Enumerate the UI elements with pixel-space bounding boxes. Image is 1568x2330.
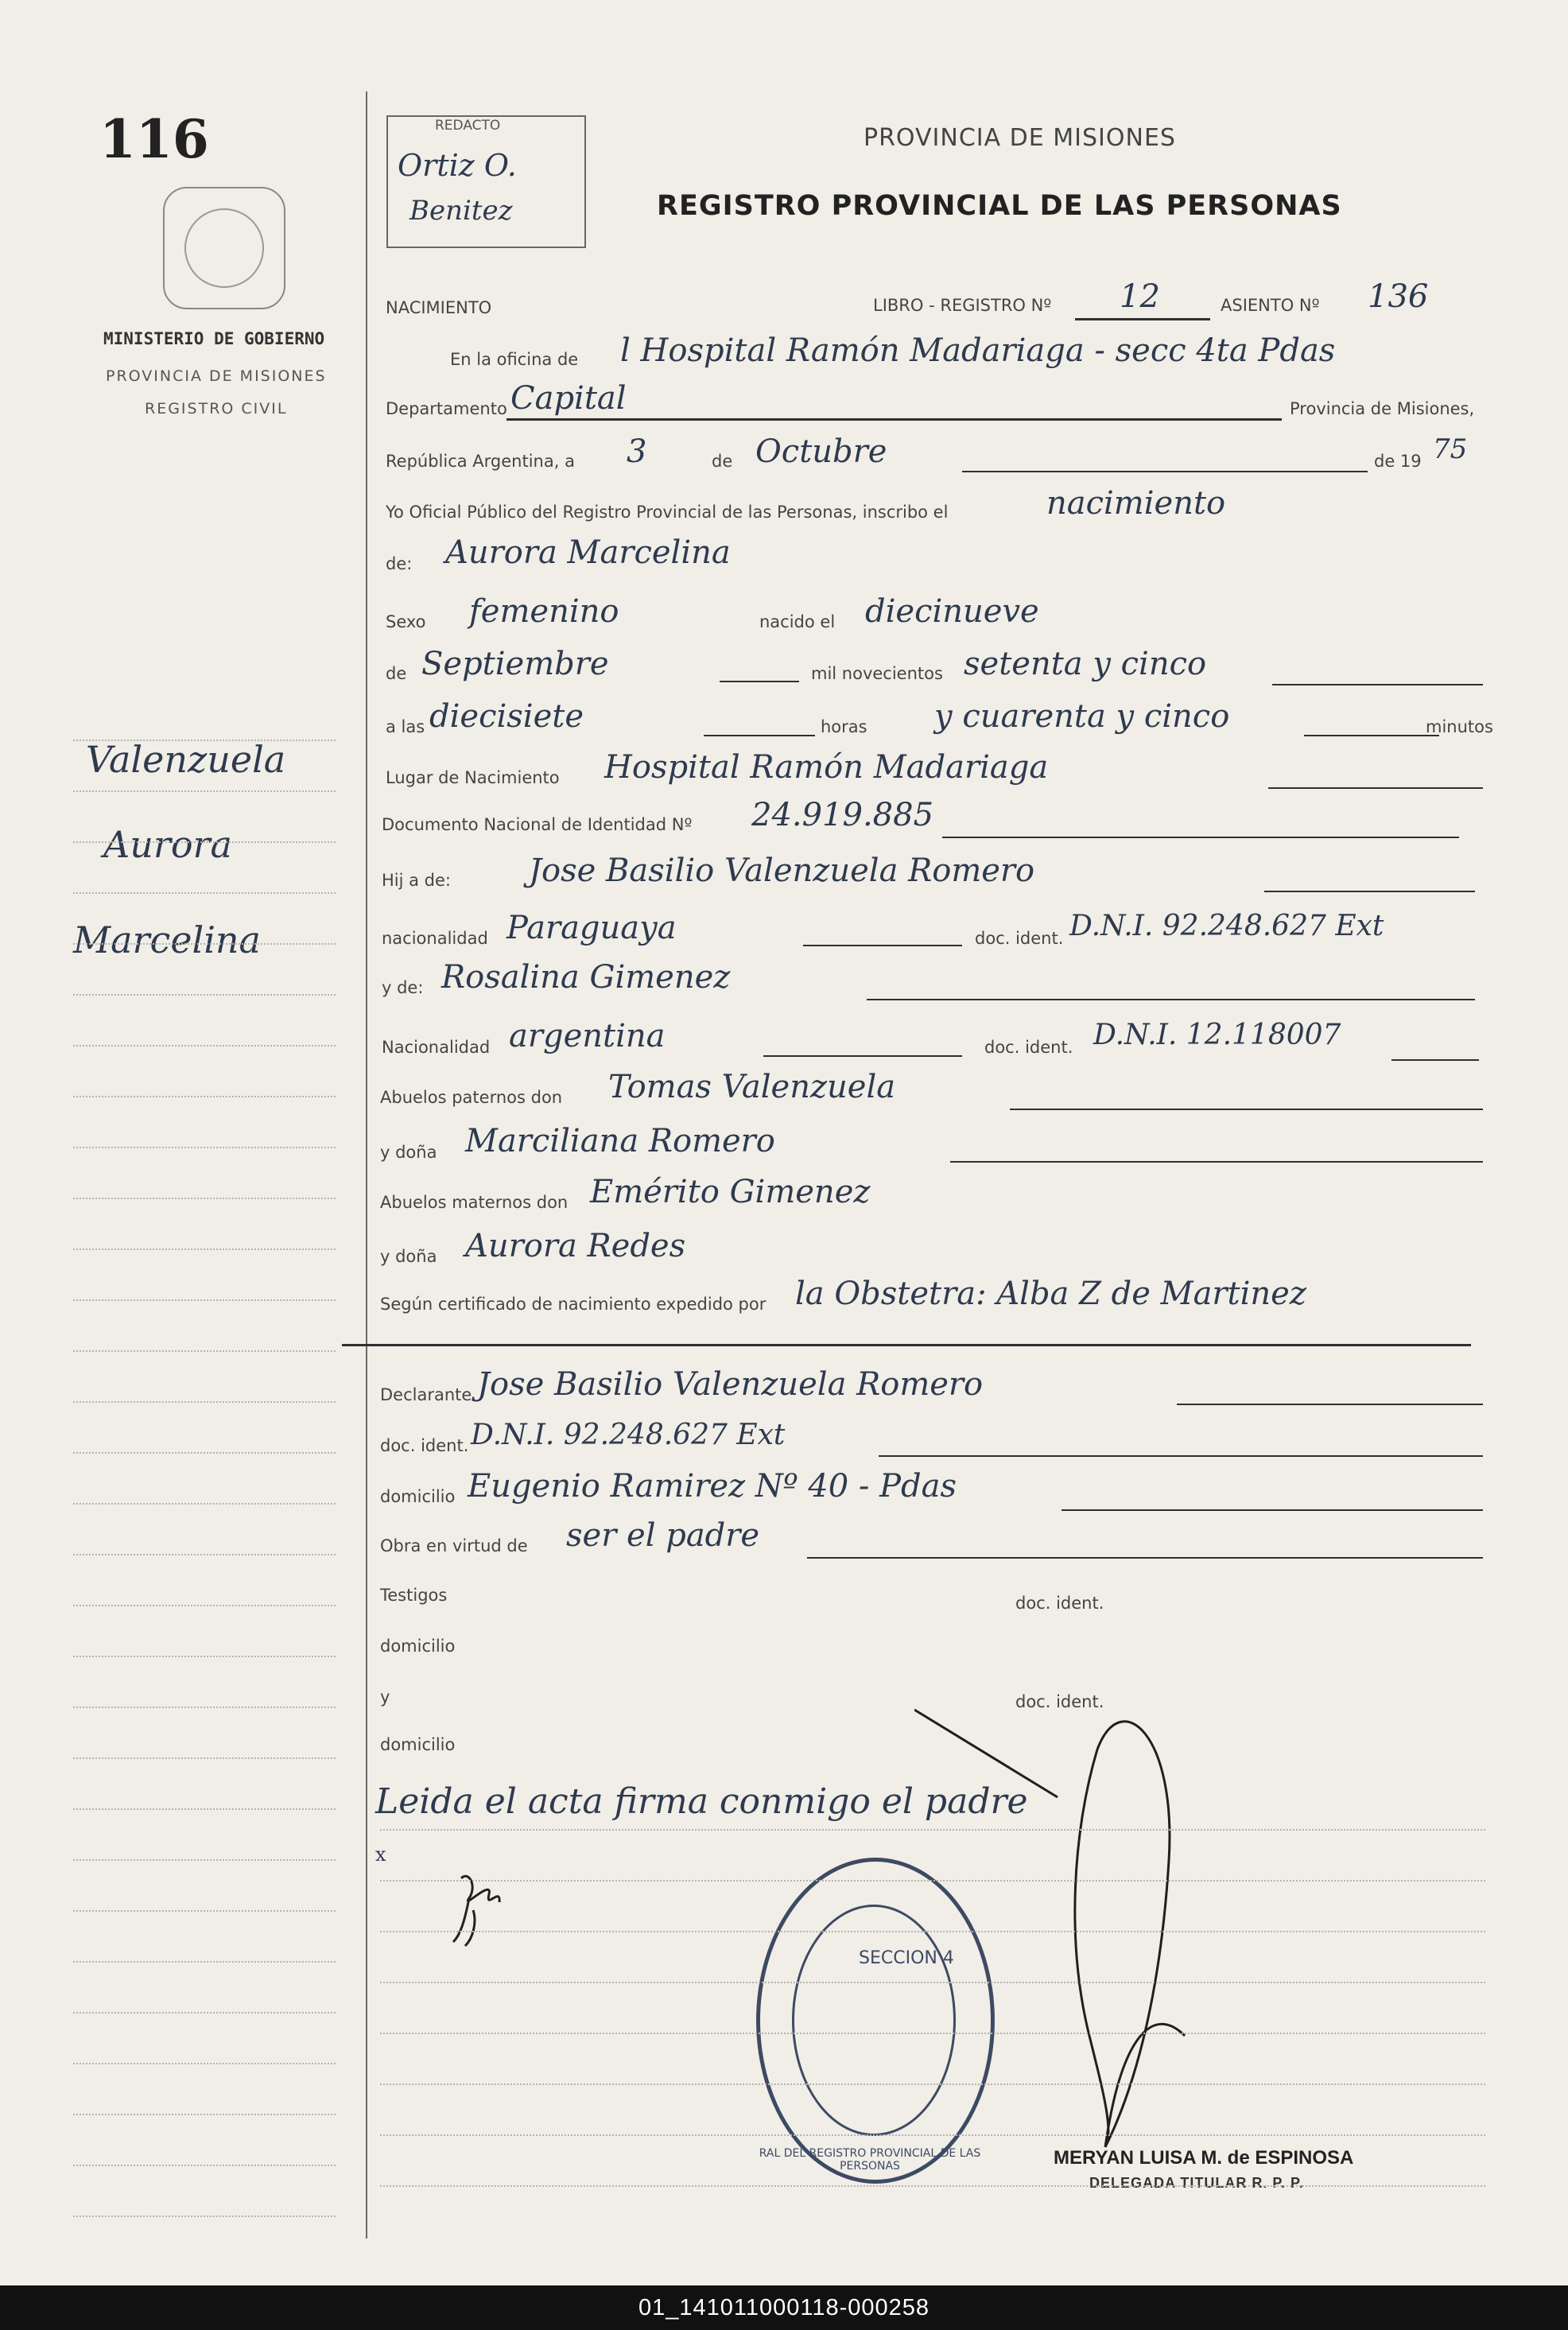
margin-rule <box>73 1045 336 1047</box>
margin-rule <box>73 2165 336 2166</box>
nacionalidad-label: nacionalidad <box>382 929 488 948</box>
doc-ident-label: doc. ident. <box>975 929 1064 948</box>
leida-value: Leida el acta firma conmigo el padre <box>375 1781 1028 1822</box>
margin-rule <box>73 892 336 894</box>
republica-label: República Argentina, a <box>386 452 575 471</box>
doc-decl-line <box>879 1455 1483 1457</box>
declarante-value: Jose Basilio Valenzuela Romero <box>477 1366 984 1403</box>
margin-rule <box>73 1147 336 1148</box>
folio-number: 116 <box>99 108 209 170</box>
asiento-label: ASIENTO Nº <box>1221 296 1320 315</box>
body-rule <box>380 1829 1485 1831</box>
body-rule <box>380 2185 1485 2187</box>
abuelos-mat-label: Abuelos maternos don <box>380 1193 569 1212</box>
mes-line <box>962 471 1368 472</box>
body-rule <box>380 2033 1485 2034</box>
ministry-office: REGISTRO CIVIL <box>145 400 288 417</box>
alas-label: a las <box>386 717 425 736</box>
de2-label: de: <box>386 554 413 573</box>
margin-rule <box>73 1605 336 1606</box>
nacido-label: nacido el <box>759 612 836 631</box>
official-title: DELEGADA TITULAR R. P. P. <box>1089 2175 1304 2191</box>
minutos-label: minutos <box>1426 717 1493 736</box>
nac-padre-line <box>803 945 962 946</box>
body-rule <box>380 1982 1485 1983</box>
official-name: MERYAN LUISA M. de ESPINOSA <box>1054 2147 1354 2169</box>
obra-label: Obra en virtud de <box>380 1536 528 1555</box>
margin-rule <box>73 943 336 945</box>
departamento-label: Departamento <box>386 399 507 418</box>
x-mark: x <box>375 1843 386 1866</box>
horas-line <box>704 735 815 736</box>
footer-id: 01_141011000118-000258 <box>638 2295 930 2320</box>
margin-rule <box>73 1961 336 1963</box>
anio-nac-value: setenta y cinco <box>964 646 1207 682</box>
mes-nac-value: Septiembre <box>421 646 609 682</box>
ydona-label-2: y doña <box>380 1247 437 1266</box>
minutos-value: y cuarenta y cinco <box>934 698 1230 735</box>
margin-divider <box>366 91 367 2239</box>
nacionalidad2-label: Nacionalidad <box>382 1038 491 1057</box>
margin-rule <box>73 1503 336 1505</box>
padre-value: Jose Basilio Valenzuela Romero <box>529 852 1035 889</box>
anio-nac-line <box>1272 684 1483 685</box>
testigos-label: Testigos <box>380 1586 448 1605</box>
official-signature-icon <box>914 1702 1248 2163</box>
redacto-label: REDACTO <box>430 118 505 134</box>
nombre-value: Aurora Marcelina <box>445 534 731 571</box>
dni-value: 24.919.885 <box>751 797 934 833</box>
margin-rule <box>73 1452 336 1454</box>
oficina-value: l Hospital Ramón Madariaga - secc 4ta Pdas <box>620 332 1336 369</box>
margin-rule <box>73 2063 336 2064</box>
body-rule <box>380 1880 1485 1881</box>
doc-decl-label: doc. ident. <box>380 1436 469 1455</box>
hijo-label: Hij a de: <box>382 871 452 890</box>
asiento-value: 136 <box>1368 278 1429 315</box>
de-label: de <box>712 452 733 471</box>
header-province: PROVINCIA DE MISIONES <box>864 124 1176 152</box>
margin-rule <box>73 1248 336 1250</box>
minutos-line <box>1304 735 1439 736</box>
abuelo-pat-line <box>1010 1109 1483 1110</box>
margin-rule <box>73 1757 336 1759</box>
anio-value: 75 <box>1433 433 1468 465</box>
doc-madre-line <box>1391 1059 1479 1061</box>
declarante-line <box>1177 1404 1483 1405</box>
margin-rule <box>73 994 336 996</box>
certificado-label: Según certificado de nacimiento expedido por <box>380 1295 767 1314</box>
yde-label: y de: <box>382 978 424 997</box>
section-divider <box>342 1344 1471 1346</box>
dia-value: 3 <box>627 433 647 470</box>
oficina-label: En la oficina de <box>450 350 579 369</box>
body-rule <box>380 2083 1485 2085</box>
libro-line <box>1075 318 1210 320</box>
margin-note-name1: Aurora <box>103 823 232 866</box>
nac-madre-line <box>763 1055 962 1057</box>
departamento-value: Capital <box>510 380 627 417</box>
domicilio-line <box>1062 1509 1483 1511</box>
margin-rule <box>73 740 336 741</box>
dni-line <box>942 837 1459 838</box>
lugar-line <box>1268 787 1483 789</box>
horas-label: horas <box>821 717 867 736</box>
abuelo-pat-value: Tomas Valenzuela <box>608 1069 896 1105</box>
ministry-name: MINISTERIO DE GOBIERNO <box>103 329 325 348</box>
abuela-pat-value: Marciliana Romero <box>465 1123 775 1159</box>
lugar-label: Lugar de Nacimiento <box>386 768 560 787</box>
margin-note-name2: Marcelina <box>73 918 261 961</box>
madre-value: Rosalina Gimenez <box>441 959 731 996</box>
nac-madre-value: argentina <box>509 1018 666 1054</box>
margin-rule <box>73 2215 336 2217</box>
redacto-name-2: Benitez <box>409 195 513 227</box>
declarante-label: Declarante <box>380 1385 472 1404</box>
y-doc-label: doc. ident. <box>1015 1692 1104 1711</box>
margin-rule <box>73 1401 336 1403</box>
madre-line <box>867 999 1475 1000</box>
ministry-province: PROVINCIA DE MISIONES <box>106 367 327 385</box>
margin-note-surname: Valenzuela <box>86 738 286 781</box>
doc-madre-value: D.N.I. 12.118007 <box>1093 1019 1341 1051</box>
departamento-line <box>506 418 1282 421</box>
form-type-label: NACIMIENTO <box>386 298 492 317</box>
margin-rule <box>73 1859 336 1861</box>
seal-outer-text: RAL DEL REGISTRO PROVINCIAL DE LAS PERSONAS <box>759 2147 981 2173</box>
sexo-label: Sexo <box>386 612 426 631</box>
redacto-name-1: Ortiz O. <box>398 148 517 183</box>
seal-inner-text: SECCION 4 <box>859 1948 954 1968</box>
abuelo-mat-value: Emérito Gimenez <box>590 1174 871 1210</box>
ydona-label: y doña <box>380 1143 437 1162</box>
libro-label: LIBRO - REGISTRO Nº <box>873 296 1052 315</box>
emblem-inner <box>184 208 264 288</box>
oficial-label: Yo Oficial Público del Registro Provincial de las Personas, inscribo el <box>386 503 949 522</box>
doc-padre-value: D.N.I. 92.248.627 Ext <box>1069 910 1384 942</box>
footer-id-bar <box>0 2285 1568 2330</box>
margin-rule <box>73 1350 336 1352</box>
y-label: y <box>380 1687 390 1707</box>
abuela-mat-value: Aurora Redes <box>465 1228 686 1264</box>
domicilio-value: Eugenio Ramirez Nº 40 - Pdas <box>468 1468 957 1505</box>
obra-value: ser el padre <box>566 1517 760 1554</box>
body-rule <box>380 1931 1485 1932</box>
mil-label: mil novecientos <box>811 664 943 683</box>
nacido-value: diecinueve <box>865 593 1039 630</box>
header-registry: REGISTRO PROVINCIAL DE LAS PERSONAS <box>657 190 1342 222</box>
obra-line <box>807 1557 1483 1559</box>
testigos-doc-label: doc. ident. <box>1015 1594 1104 1613</box>
certificado-value: la Obstetra: Alba Z de Martinez <box>795 1276 1306 1312</box>
declarant-signature-icon <box>445 1862 517 1950</box>
margin-rule <box>73 1656 336 1657</box>
margin-rule <box>73 1198 336 1199</box>
doc-ident-label-2: doc. ident. <box>984 1038 1073 1057</box>
padre-line <box>1264 891 1475 892</box>
nac-padre-value: Paraguaya <box>506 910 677 946</box>
sexo-value: femenino <box>469 593 619 630</box>
mes-value: Octubre <box>755 433 887 470</box>
libro-value: 12 <box>1120 278 1160 315</box>
provincia-label: Provincia de Misiones, <box>1290 399 1475 418</box>
body-rule <box>380 2134 1485 2136</box>
abuelos-pat-label: Abuelos paternos don <box>380 1088 563 1107</box>
margin-rule <box>73 1554 336 1555</box>
de3-label: de <box>386 664 407 683</box>
dni-label: Documento Nacional de Identidad Nº <box>382 815 693 834</box>
margin-rule <box>73 1707 336 1708</box>
domicilio-label: domicilio <box>380 1487 456 1506</box>
y-dom-label: domicilio <box>380 1735 456 1754</box>
margin-rule <box>73 2114 336 2115</box>
doc-decl-value: D.N.I. 92.248.627 Ext <box>471 1419 786 1451</box>
inscribe-value: nacimiento <box>1046 485 1226 522</box>
margin-rule <box>73 790 336 792</box>
lugar-value: Hospital Ramón Madariaga <box>604 749 1049 786</box>
margin-rule <box>73 1808 336 1810</box>
abuela-pat-line <box>950 1161 1483 1163</box>
margin-rule <box>73 841 336 843</box>
margin-rule <box>73 1096 336 1097</box>
testigos-dom-label: domicilio <box>380 1637 456 1656</box>
margin-rule <box>73 2012 336 2014</box>
margin-rule <box>73 1910 336 1912</box>
horas-value: diecisiete <box>429 698 584 735</box>
anio-label: de 19 <box>1374 452 1422 471</box>
mes-nac-line <box>720 681 799 682</box>
margin-rule <box>73 1299 336 1301</box>
